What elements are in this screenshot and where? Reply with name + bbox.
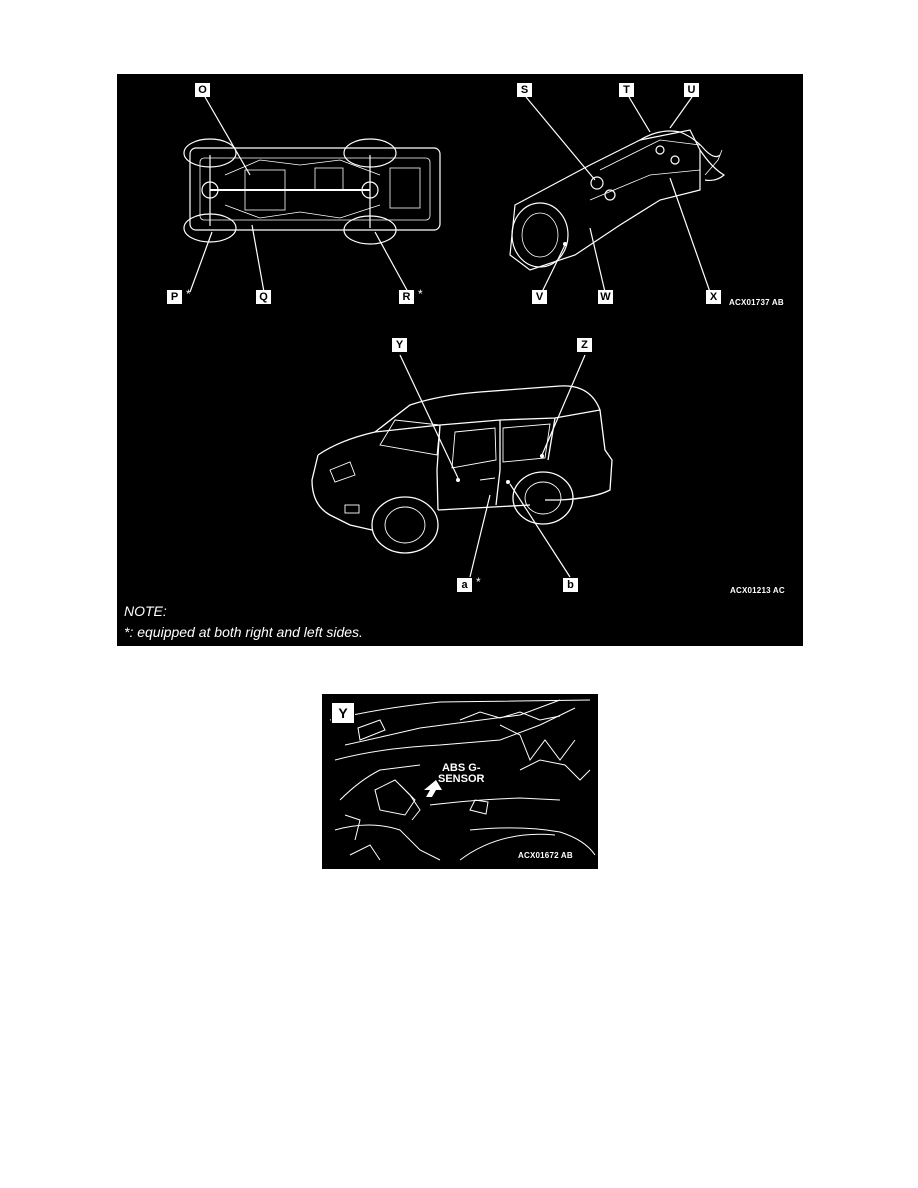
- abs-g-sensor-label-line2: SENSOR: [438, 773, 485, 785]
- callout-z: Z: [577, 338, 592, 352]
- callout-v: V: [532, 290, 547, 304]
- detail-tag-y: Y: [331, 702, 355, 724]
- callout-u: U: [684, 83, 699, 97]
- callout-w: W: [598, 290, 613, 304]
- callout-o: O: [195, 83, 210, 97]
- callout-x: X: [706, 290, 721, 304]
- callout-q: Q: [256, 290, 271, 304]
- abs-g-sensor-label-line1: ABS G-: [441, 762, 481, 774]
- callout-p: P: [167, 290, 182, 304]
- callout-p-asterisk: *: [186, 287, 191, 301]
- note-title: NOTE:: [124, 603, 167, 619]
- callout-a-asterisk: *: [476, 575, 481, 589]
- callout-s: S: [517, 83, 532, 97]
- callout-r-asterisk: *: [418, 287, 423, 301]
- callout-t: T: [619, 83, 634, 97]
- callout-a: a: [457, 578, 472, 592]
- abs-g-sensor-label: [438, 763, 484, 785]
- callout-b: b: [563, 578, 578, 592]
- figure-code-detail: ACX01672 AB: [518, 851, 573, 860]
- note-text: *: equipped at both right and left sides.: [124, 624, 363, 640]
- figure-code-chassis: ACX01737 AB: [729, 298, 784, 307]
- figure-code-vehicle: ACX01213 AC: [730, 586, 785, 595]
- callout-y: Y: [392, 338, 407, 352]
- callout-r: R: [399, 290, 414, 304]
